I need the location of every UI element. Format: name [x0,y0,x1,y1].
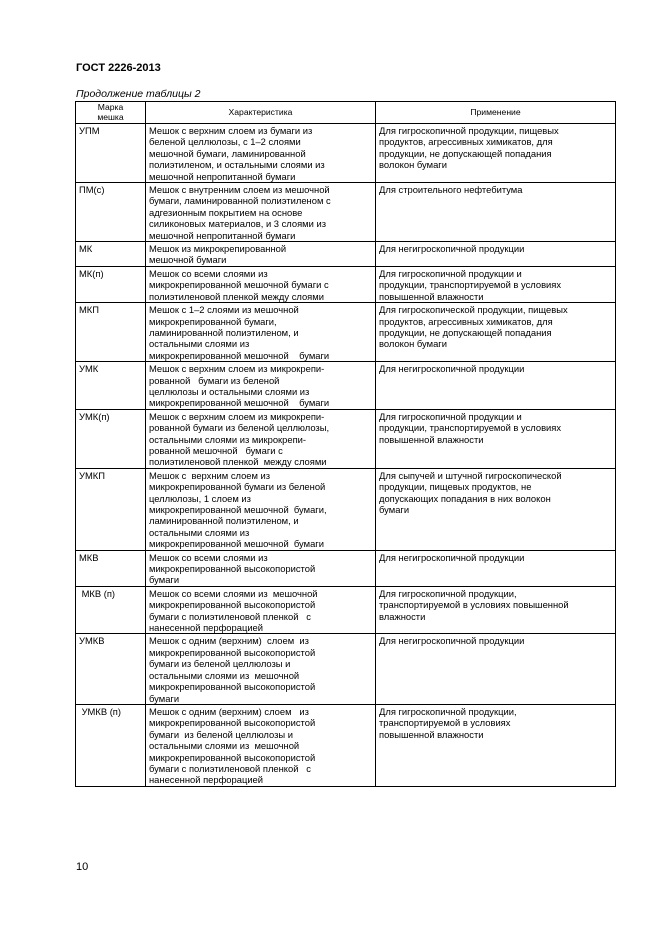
table-row [76,362,616,410]
application-line: продукции, транспортируемой в условиях [379,279,562,291]
application-line: продуктов, агрессивных химикатов, для [379,136,553,148]
characteristic-line: мешочной бумаги, ламинированной [149,147,306,159]
characteristic-cell [146,634,376,704]
application-line: допускающих попадания в них волокон [379,492,551,504]
characteristic-cell [146,362,376,410]
table-row [76,634,616,704]
characteristic-line: микрокрепированной высокопористой [149,599,316,611]
characteristic-cell [146,183,376,242]
application-cell [376,550,616,586]
characteristic-line: Мешок с верхним слоем из [149,469,271,481]
characteristic-line: остальными слоями из мешочной [149,740,300,752]
bag-types-table [75,101,616,787]
characteristic-cell [146,586,376,634]
characteristic-line: микрокрепированной высокопористой [149,751,316,763]
characteristic-cell [146,409,376,468]
characteristic-cell [146,468,376,550]
application-line: Для строительного нефтебитума [379,184,523,196]
characteristic-line: микрокрепированной высокопористой [149,717,316,729]
table-header-row [76,102,616,124]
application-cell [376,266,616,302]
characteristic-line: Мешок из микрокрепированной [149,243,287,255]
application-line: повышенной влажности [379,433,484,445]
characteristic-line: Мешок со всеми слоями из [149,267,268,279]
table-row [76,468,616,550]
characteristic-line: полиэтиленом, и остальными слоями из [149,159,325,171]
characteristic-line: Мешок с одним (верхним) слоем из [149,635,309,647]
characteristic-line: микрокрепированной мешочной бумаги, [149,504,327,515]
characteristic-cell [146,242,376,267]
characteristic-line: Мешок со всеми слоями из [149,551,268,563]
bag-mark-cell: МК [76,242,146,267]
characteristic-line: Мешок со всеми слоями из мешочной [149,587,318,599]
application-cell [376,303,616,362]
column-header-characteristic: Характеристика [146,102,376,124]
application-line: Для гигроскопичной продукции, [379,705,517,717]
characteristic-line: Мешок с верхним слоем из микрокрепи- [149,363,325,375]
application-line: Для негигроскопичной продукции [379,363,525,375]
bag-mark-cell: МКВ (п) [76,586,146,634]
characteristic-cell [146,124,376,183]
application-cell [376,183,616,242]
application-line: влажности [379,610,426,622]
characteristic-line: микрокрепированной мешочной бумаги [149,538,324,550]
characteristic-line: бумаги с полиэтиленовой пленкой с [149,762,311,774]
characteristic-line: микрокрепированной высокопористой [149,681,316,693]
application-cell [376,409,616,468]
application-line: волокон бумаги [379,338,447,350]
characteristic-line: мешочной бумаги [149,254,227,266]
table-row [76,124,616,183]
application-cell [376,586,616,634]
characteristic-cell [146,266,376,302]
table-row [76,303,616,362]
application-cell [376,124,616,183]
application-line: повышенной влажности [379,290,484,302]
application-cell [376,468,616,550]
characteristic-line: ламинированной полиэтиленом, и [149,515,299,527]
characteristic-line: полиэтиленовой пленкой между слоями [149,456,327,468]
application-line: бумаги [379,504,410,515]
characteristic-cell [146,550,376,586]
characteristic-line: рованной мешочной бумаги с [149,444,283,456]
table-row [76,183,616,242]
characteristic-line: остальными слоями из [149,338,250,350]
characteristic-line: Мешок с верхним слоем из микрокрепи- [149,410,325,422]
characteristic-line: бумаги из беленой целлюлозы и [149,658,291,670]
bag-mark-cell: УПМ [76,124,146,183]
application-line: Для негигроскопичной продукции [379,635,525,647]
characteristic-line: силиконовых материалов, и 3 слоями из [149,218,326,230]
characteristic-line: целлюлозы, 1 слоем из [149,492,251,504]
application-line: Для гигроскопической продукции, пищевых [379,304,568,316]
application-line: Для гигроскопичной продукции и [379,267,522,279]
characteristic-line: бумаги с полиэтиленовой пленкой с [149,610,311,622]
characteristic-line: остальными слоями из [149,526,250,538]
application-line: транспортируемой в условиях повышенной [379,599,569,611]
characteristic-line: остальными слоями из микрокрепи- [149,433,307,445]
application-line: Для гигроскопичной продукции, пищевых [379,125,559,136]
characteristic-line: микрокрепированной бумаги из беленой [149,481,326,493]
table-body [76,124,616,787]
characteristic-line: Мешок с верхним слоем из бумаги из [149,125,313,136]
characteristic-line: бумаги [149,692,180,704]
characteristic-line: полиэтиленовой пленкой между слоями [149,290,324,302]
application-line: продукции, пищевых продуктов, не [379,481,532,493]
application-cell [376,704,616,786]
characteristic-line: Мешок с 1–2 слоями из мешочной [149,304,299,316]
table-row [76,550,616,586]
table-row [76,704,616,786]
characteristic-cell [146,303,376,362]
application-cell [376,634,616,704]
document-title: ГОСТ 2226-2013 [76,62,161,74]
application-cell [376,242,616,267]
table-row [76,409,616,468]
application-line: транспортируемой в условиях [379,717,511,729]
characteristic-line: микрокрепированной мешочной бумаги [149,349,330,361]
characteristic-line: микрокрепированной мешочной бумаги с [149,279,329,291]
column-header-application: Применение [376,102,616,124]
characteristic-line: микрокрепированной бумаги, [149,315,277,327]
characteristic-line: остальными слоями из мешочной [149,669,300,681]
bag-mark-cell: УМК [76,362,146,410]
characteristic-line: целлюлозы и остальными слоями из [149,385,310,397]
characteristic-line: нанесенной перфорацией [149,622,264,634]
characteristic-line: беленой целлюлозы, с 1–2 слоями [149,136,301,148]
characteristic-line: микрокрепированной высокопористой [149,563,316,575]
bag-mark-cell: УМКВ (п) [76,704,146,786]
characteristic-line: мешочной непропитанной бумаги [149,170,296,182]
characteristic-line: бумаги из беленой целлюлозы и [149,728,293,740]
application-line: продукции, не допускающей попадания [379,326,552,338]
column-header-mark: Марка мешка [76,102,146,124]
application-line: Для сыпучей и штучной гигроскопической [379,469,562,481]
characteristic-line: рованной бумаги из беленой [149,374,280,386]
characteristic-line: бумаги [149,574,180,586]
bag-mark-cell: МКВ [76,550,146,586]
application-line: продукции, транспортируемой в условиях [379,422,562,434]
table-row [76,266,616,302]
table-caption: Продолжение таблицы 2 [76,88,201,100]
characteristic-line: ламинированной полиэтиленом, и [149,326,299,338]
application-line: Для гигроскопичной продукции и [379,410,522,422]
characteristic-line: микрокрепированной высокопористой [149,646,316,658]
characteristic-line: адгезионным покрытием на основе [149,206,303,218]
bag-mark-cell: МКП [76,303,146,362]
characteristic-line: рованной бумаги из беленой целлюлозы, [149,422,330,434]
characteristic-line: Мешок с одним (верхним) слоем из [149,705,309,717]
characteristic-line: бумаги, ламинированной полиэтиленом с [149,195,331,207]
characteristic-line: мешочной непропитанной бумаги [149,229,296,241]
bag-mark-cell: МК(п) [76,266,146,302]
bag-mark-cell: УМКВ [76,634,146,704]
table-row [76,586,616,634]
application-line: продуктов, агрессивных химикатов, для [379,315,553,327]
application-cell [376,362,616,410]
characteristic-line: Мешок с внутренним слоем из мешочной [149,184,330,196]
page-number: 10 [76,861,89,873]
application-line: Для негигроскопичной продукции [379,243,525,255]
application-line: Для негигроскопичной продукции [379,551,525,563]
application-line: Для гигроскопичной продукции, [379,587,517,599]
characteristic-line: микрокрепированной мешочной бумаги [149,397,330,409]
bag-mark-cell: ПМ(с) [76,183,146,242]
bag-mark-cell: УМКП [76,468,146,550]
application-line: волокон бумаги [379,159,447,171]
table-row [76,242,616,267]
characteristic-line: нанесенной перфорацией [149,774,264,786]
bag-mark-cell: УМК(п) [76,409,146,468]
characteristic-cell [146,704,376,786]
application-line: продукции, не допускающей попадания [379,147,552,159]
application-line: повышенной влажности [379,728,484,740]
